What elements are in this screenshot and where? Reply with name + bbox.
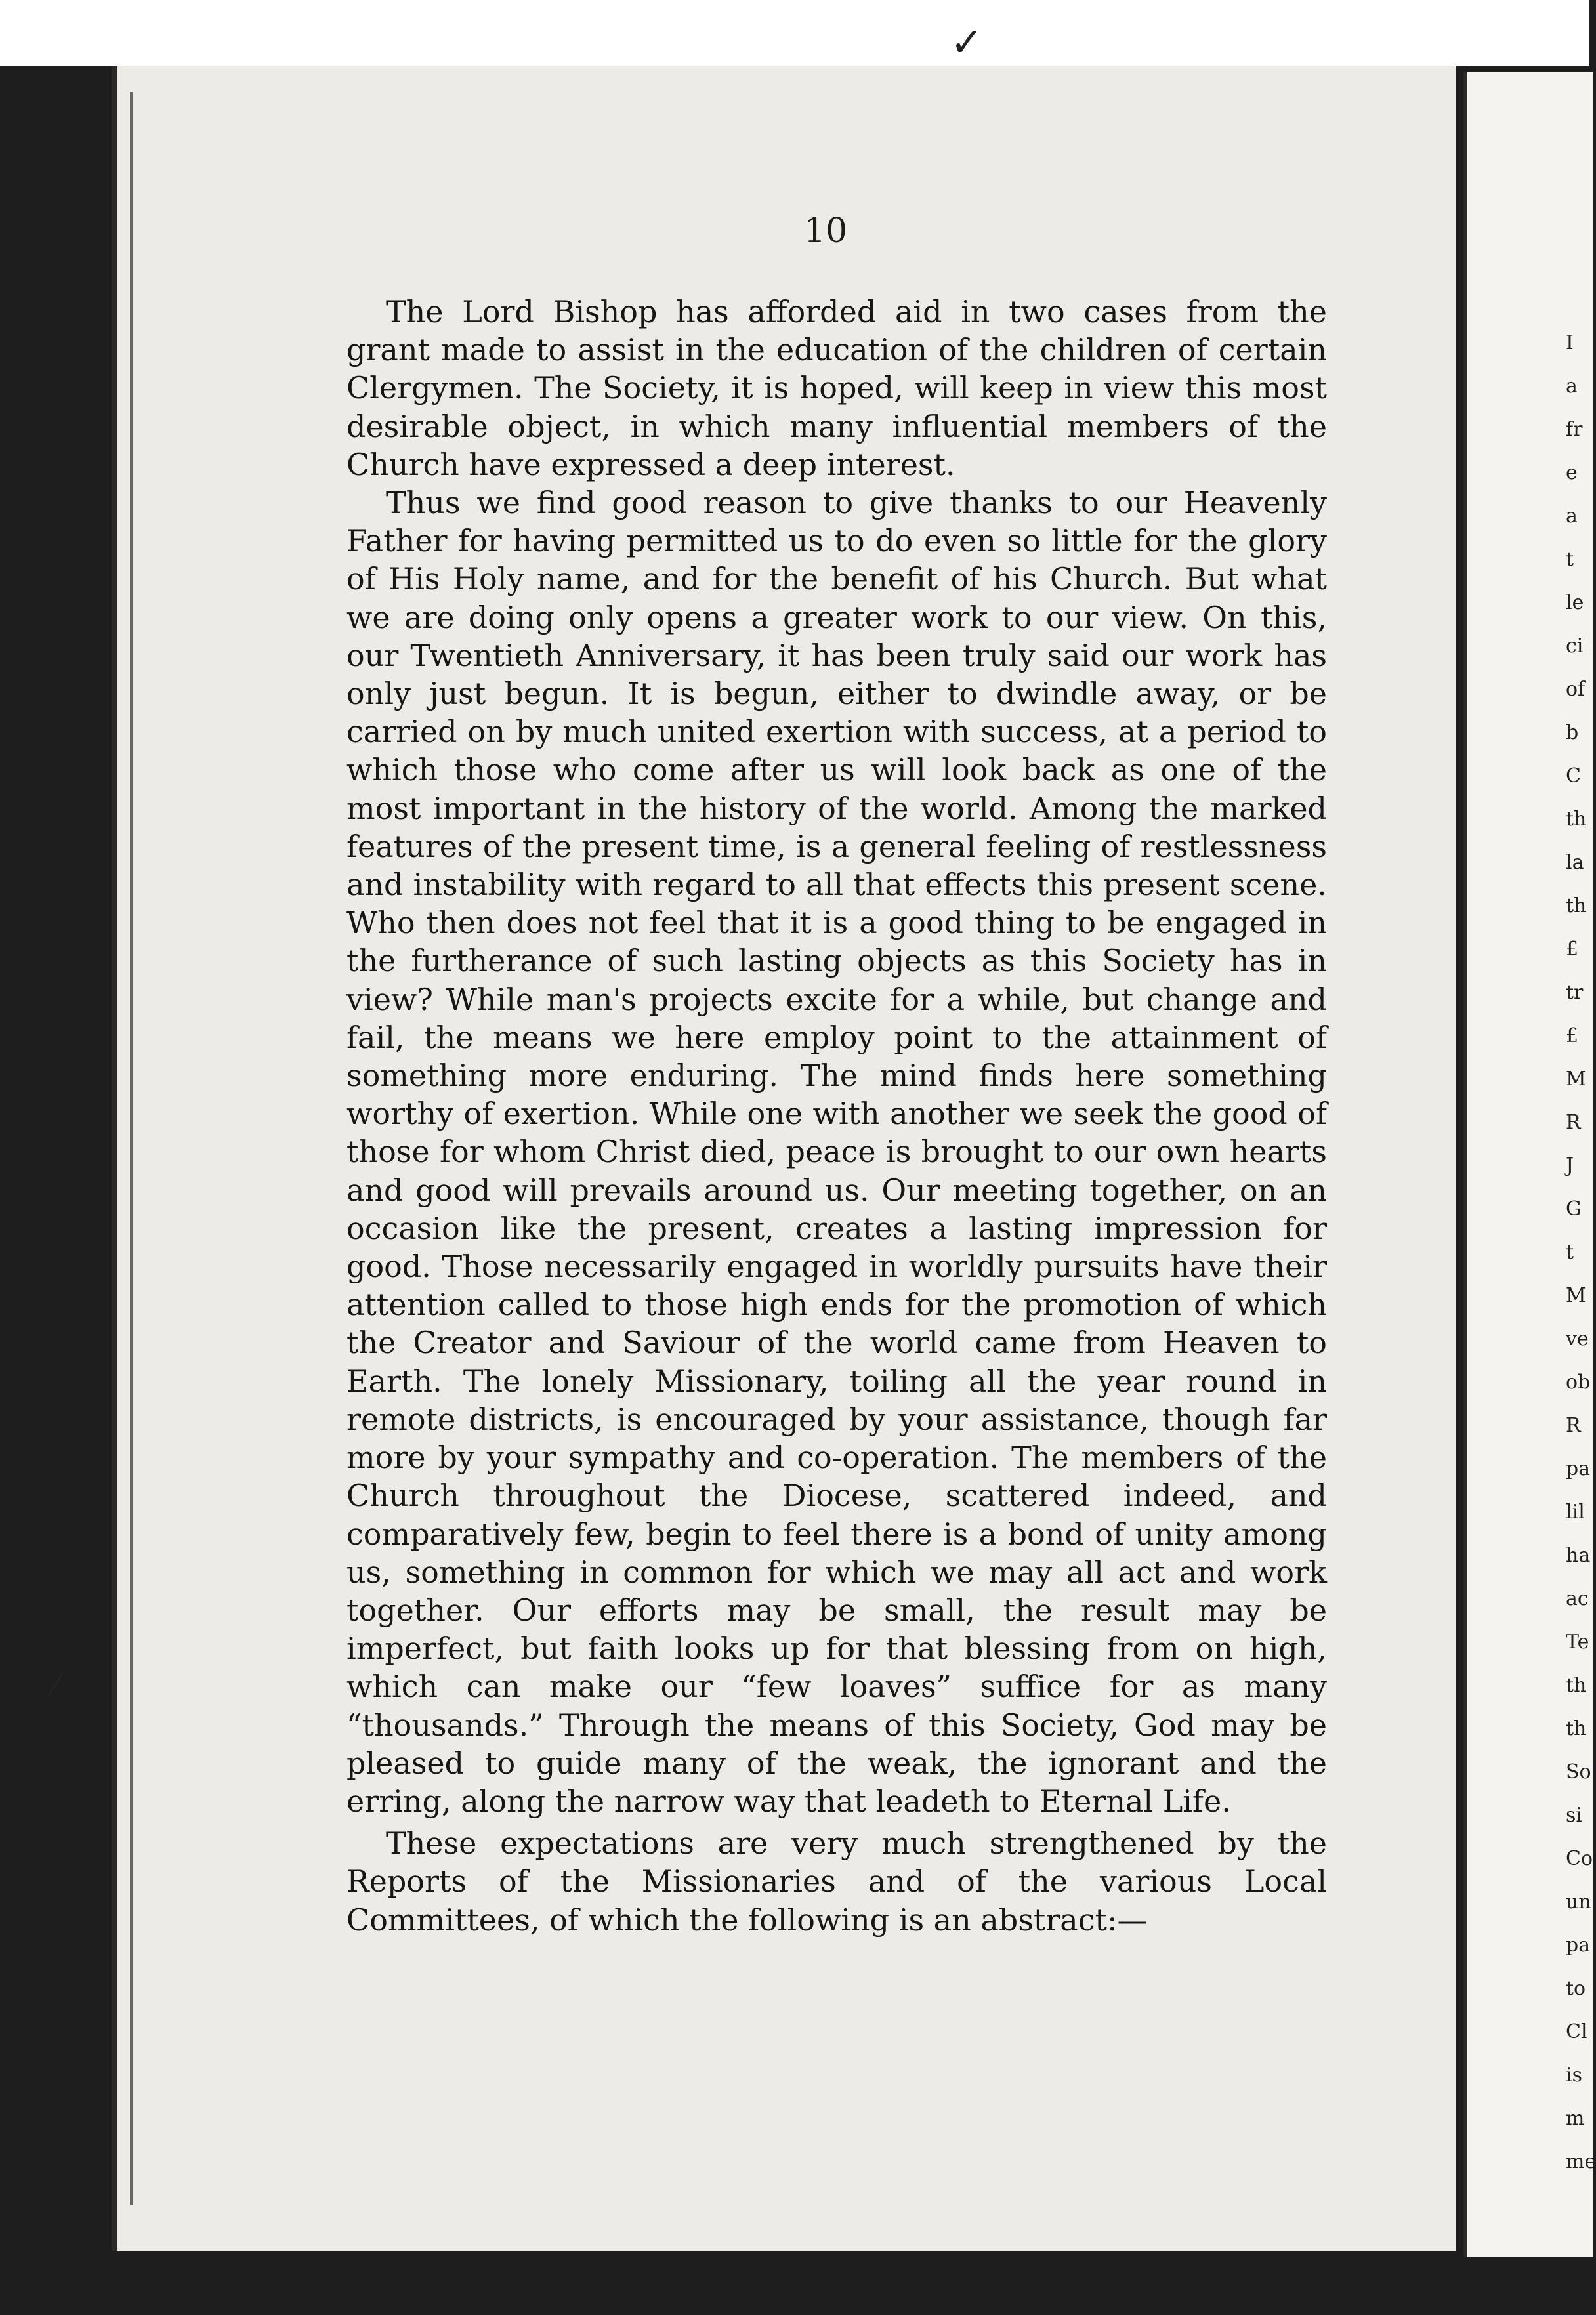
adjacent-page-fragment: Te [1566, 1631, 1589, 1654]
adjacent-page-fragment: I [1566, 331, 1574, 354]
adjacent-page-fragment: Co [1566, 1847, 1593, 1870]
adjacent-page-fragment: me [1566, 2150, 1596, 2173]
adjacent-page-fragment: So [1566, 1761, 1591, 1783]
adjacent-page-fragment: fr [1566, 418, 1583, 441]
adjacent-page-fragment: is [1566, 2064, 1582, 2087]
adjacent-page-fragment: th [1566, 1674, 1587, 1697]
adjacent-page-fragment: e [1566, 461, 1578, 484]
adjacent-page-fragment: pa [1566, 1934, 1591, 1957]
adjacent-page-fragment: pa [1566, 1457, 1591, 1480]
adjacent-page-fragment: of [1566, 678, 1586, 701]
adjacent-page-fragment: t [1566, 548, 1574, 571]
adjacent-page-fragment: tr [1566, 981, 1584, 1004]
adjacent-page-fragment: £ [1566, 1024, 1579, 1047]
body-text [346, 293, 1327, 1939]
ink-mark: ⁄ [52, 1667, 58, 1705]
adjacent-page-fragment: lil [1566, 1501, 1585, 1524]
adjacent-page-fragment: a [1566, 505, 1578, 528]
adjacent-page-fragment: J [1566, 1154, 1574, 1177]
adjacent-page-fragment: M [1566, 1284, 1586, 1307]
adjacent-page-fragment: t [1566, 1241, 1574, 1264]
paragraph: These expectations are very much strengthened by the Reports of the Missionaries and of the various Local Committees, of which the following is an abstract:— [346, 1825, 1327, 1938]
adjacent-page-fragment: ac [1566, 1587, 1589, 1610]
scan-margin-top [0, 0, 1589, 66]
adjacent-page-fragment: si [1566, 1804, 1582, 1827]
adjacent-page-fragment: ha [1566, 1544, 1591, 1567]
adjacent-page-fragment: un [1566, 1890, 1591, 1913]
adjacent-page-fragment: R [1566, 1111, 1581, 1134]
paragraph: The Lord Bishop has afforded aid in two cases from the grant made to assist in the education of the children of certain Clergymen. The Society, it is hoped, will keep in view this most desirable object, in which many influential members of the Church have expressed a deep interest. [346, 294, 1327, 482]
page-edge-line [130, 92, 133, 2205]
adjacent-page-fragment: th [1566, 894, 1587, 917]
adjacent-page-fragment: th [1566, 1717, 1587, 1740]
adjacent-page-fragment: ci [1566, 635, 1584, 657]
adjacent-page-fragment: th [1566, 808, 1587, 831]
adjacent-page-fragment: C [1566, 764, 1581, 787]
adjacent-page-fragment: b [1566, 721, 1579, 744]
adjacent-page-fragment: Cl [1566, 2020, 1587, 2043]
adjacent-page-fragment: la [1566, 851, 1584, 874]
adjacent-page-fragment: to [1566, 1977, 1586, 2000]
adjacent-page-fragment: a [1566, 375, 1578, 398]
adjacent-page-fragment: £ [1566, 938, 1579, 961]
ink-mark: ✓ [950, 20, 984, 66]
adjacent-page-fragment: m [1566, 2107, 1585, 2130]
adjacent-page-fragment: ob [1566, 1371, 1591, 1394]
adjacent-page-fragment: G [1566, 1198, 1582, 1220]
adjacent-page-fragment: R [1566, 1414, 1581, 1437]
adjacent-page-edge [1463, 72, 1596, 2257]
adjacent-page-fragment: le [1566, 591, 1584, 614]
paragraph: Thus we find good reason to give thanks to our Heavenly Father for having permitted us to do even so little for the glory of His Holy name, and for the benefit of his Church. But what we are doing only opens a greater work to our view. On this, our Twentieth Anniversary, it has been truly said our work has only just begun. It is begun, either to dwindle away, or be carried on by much united exertion with success, at a period to which those who come after us will look back as one of the most important in the history of the world. Among the marked features of the present time, is a general feeling of restlessness and instability with regard to all that effects this present scene. Who then does not feel that it is a good thing to be engaged in the furtherance of such lasting objects as this Society has in view? While man's projects excite for a while, but change and fail, the means we here employ point to the attainment of something more enduring. The mind finds here something worthy of exertion. While one with another we seek the good of those for whom Christ died, peace is brought to our own hearts and good will prevails around us. Our meeting together, on an occasion like the present, creates a lasting impression for good. Those necessarily engaged in worldly pursuits have their attention called to those high ends for the promotion of which the Creator and Saviour of the world came from Heaven to Earth. The lonely Missionary, toiling all the year round in remote districts, is encouraged by your assistance, though far more by your sympathy and co-operation. The members of the Church throughout the Diocese, scattered indeed, and comparatively few, begin to feel there is a bond of unity among us, something in common for which we may all act and work together. Our efforts may be small, the result may be imperfect, but faith looks up for that blessing from on high, which can make our “few loaves” suffice for as many “thousands.” Through the means of this Society, God may be pleased to guide many of the weak, the ignorant and the erring, along the narrow way that leadeth to Eternal Life. [346, 485, 1327, 1819]
page-number: 10 [804, 211, 848, 251]
adjacent-page-fragment: M [1566, 1068, 1586, 1091]
adjacent-page-fragment: ve [1566, 1327, 1589, 1350]
